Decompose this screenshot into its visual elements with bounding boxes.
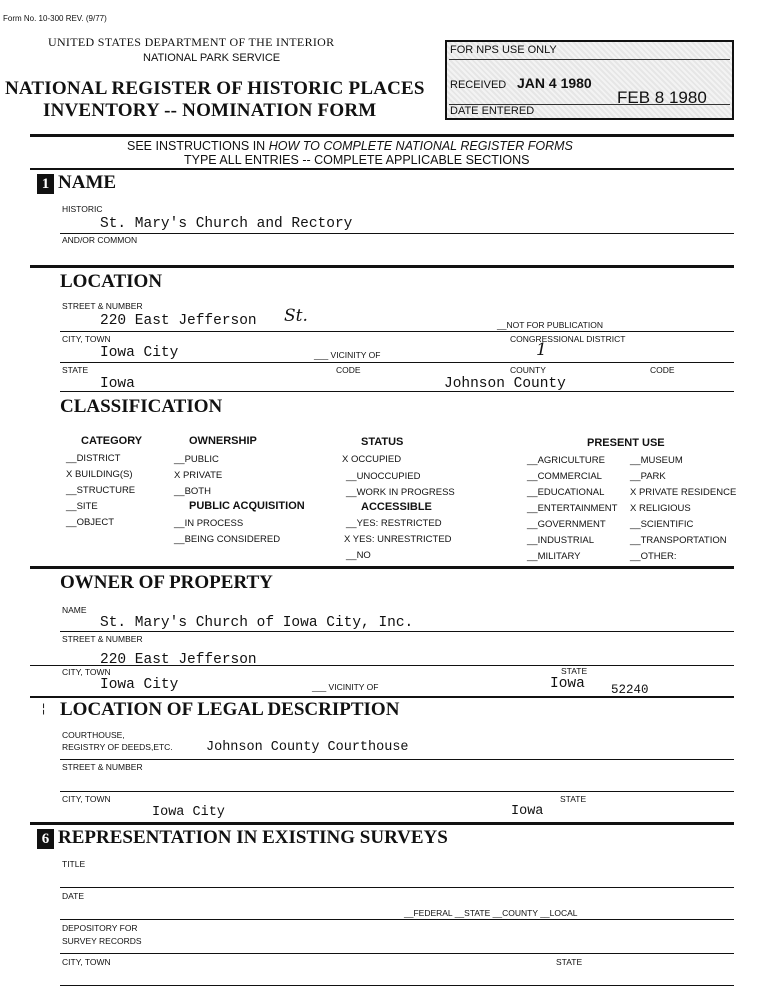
field-line	[60, 919, 734, 920]
use-scientific[interactable]: __SCIENTIFIC	[630, 519, 694, 530]
survey-levels[interactable]: __FEDERAL __STATE __COUNTY __LOCAL	[404, 908, 578, 918]
section-5-title: LOCATION OF LEGAL DESCRIPTION	[60, 699, 400, 720]
owner-vicinity-of[interactable]: ___ VICINITY OF	[312, 682, 379, 692]
owner-name-label: NAME	[62, 605, 87, 615]
accessible-unrestricted[interactable]: X YES: UNRESTRICTED	[344, 534, 452, 545]
agency-line-2: NATIONAL PARK SERVICE	[143, 52, 281, 64]
field-line	[60, 887, 734, 888]
street-number-field[interactable]: 220 East Jefferson	[100, 313, 257, 329]
owner-street-field[interactable]: 220 East Jefferson	[100, 652, 257, 668]
form-title-line-2: INVENTORY -- NOMINATION FORM	[43, 100, 377, 121]
use-other[interactable]: __OTHER:	[630, 551, 677, 562]
use-park[interactable]: __PARK	[630, 471, 666, 482]
received-label: RECEIVED	[450, 79, 507, 91]
accessible-restricted[interactable]: __YES: RESTRICTED	[346, 518, 442, 529]
county-field[interactable]: Johnson County	[444, 376, 566, 392]
common-name-label: AND/OR COMMON	[62, 235, 138, 245]
public-acquisition-header: PUBLIC ACQUISITION	[189, 500, 305, 512]
section-6-title: 6 REPRESENTATION IN EXISTING SURVEYS	[37, 827, 448, 849]
use-educational[interactable]: __EDUCATIONAL	[527, 487, 605, 498]
divider	[30, 696, 734, 698]
legal-city-label: CITY, TOWN	[62, 794, 111, 804]
owner-city-label: CITY, TOWN	[62, 667, 111, 677]
field-line	[60, 362, 734, 363]
margin-mark: ¦	[42, 701, 46, 715]
received-stamp: JAN 4 1980	[517, 75, 592, 91]
status-occupied[interactable]: X OCCUPIED	[342, 454, 402, 465]
divider	[30, 134, 734, 137]
not-for-publication[interactable]: __NOT FOR PUBLICATION	[497, 320, 603, 330]
category-buildings[interactable]: X BUILDING(S)	[66, 469, 133, 480]
state-label: STATE	[62, 365, 89, 375]
survey-title-label: TITLE	[62, 859, 86, 869]
use-transportation[interactable]: __TRANSPORTATION	[630, 535, 727, 546]
owner-state-label: STATE	[561, 666, 588, 676]
legal-state-label: STATE	[560, 794, 587, 804]
survey-state-label: STATE	[556, 957, 583, 967]
field-line	[60, 953, 734, 954]
divider	[30, 168, 734, 170]
field-line	[60, 631, 734, 632]
owner-street-label: STREET & NUMBER	[62, 634, 143, 644]
category-district[interactable]: __DISTRICT	[66, 453, 121, 464]
field-line	[30, 665, 734, 666]
use-museum[interactable]: __MUSEUM	[630, 455, 683, 466]
entered-stamp: FEB 8 1980	[617, 88, 707, 107]
ownership-both[interactable]: __BOTH	[174, 486, 211, 497]
code-label-2: CODE	[650, 365, 675, 375]
courthouse-label-1: COURTHOUSE,	[62, 730, 125, 740]
legal-street-label: STREET & NUMBER	[62, 762, 143, 772]
state-field[interactable]: Iowa	[100, 376, 135, 392]
section-number: 1	[37, 174, 54, 194]
legal-city-field[interactable]: Iowa City	[152, 805, 225, 820]
survey-city-label: CITY, TOWN	[62, 957, 111, 967]
historic-label: HISTORIC	[62, 204, 103, 214]
section-4-title: OWNER OF PROPERTY	[60, 572, 273, 593]
city-town-label: CITY, TOWN	[62, 334, 111, 344]
field-line	[60, 759, 734, 760]
divider	[30, 822, 734, 825]
category-site[interactable]: __SITE	[66, 501, 98, 512]
instructions-line-1: SEE INSTRUCTIONS IN HOW TO COMPLETE NATIONAL REGISTER FORMS	[127, 139, 573, 153]
legal-state-field[interactable]: Iowa	[511, 804, 544, 819]
survey-date-label: DATE	[62, 891, 85, 901]
handwritten-street: St.	[284, 306, 308, 326]
present-use-header: PRESENT USE	[587, 437, 665, 449]
field-line	[60, 791, 734, 792]
owner-city-field[interactable]: Iowa City	[100, 677, 179, 693]
divider	[30, 566, 734, 569]
congressional-district-label: CONGRESSIONAL DISTRICT	[510, 334, 626, 344]
use-religious[interactable]: X RELIGIOUS	[630, 503, 691, 514]
ownership-private[interactable]: X PRIVATE	[174, 470, 223, 481]
field-line	[60, 391, 734, 392]
use-commercial[interactable]: __COMMERCIAL	[527, 471, 602, 482]
use-entertainment[interactable]: __ENTERTAINMENT	[527, 503, 618, 514]
accessible-header: ACCESSIBLE	[361, 501, 432, 513]
status-unoccupied[interactable]: __UNOCCUPIED	[346, 471, 421, 482]
form-number: Form No. 10-300 REV. (9/77)	[3, 14, 107, 23]
street-number-label: STREET & NUMBER	[62, 301, 143, 311]
section-2-title: LOCATION	[60, 271, 163, 292]
section-3-title: CLASSIFICATION	[60, 396, 223, 417]
use-military[interactable]: __MILITARY	[527, 551, 581, 562]
instructions-line-2: TYPE ALL ENTRIES -- COMPLETE APPLICABLE SECTIONS	[184, 153, 530, 167]
field-line	[60, 233, 734, 234]
courthouse-label-2: REGISTRY OF DEEDS,ETC.	[62, 742, 173, 752]
use-agriculture[interactable]: __AGRICULTURE	[527, 455, 605, 466]
nps-use-box	[445, 40, 734, 120]
use-private-residence[interactable]: X PRIVATE RESIDENCE	[630, 487, 737, 498]
category-header: CATEGORY	[81, 435, 143, 447]
owner-state-field[interactable]: Iowa	[550, 676, 585, 692]
category-structure[interactable]: __STRUCTURE	[66, 485, 136, 496]
acquisition-in-process[interactable]: __IN PROCESS	[174, 518, 244, 529]
divider	[30, 265, 734, 268]
ownership-header: OWNERSHIP	[189, 435, 257, 447]
status-header: STATUS	[361, 436, 404, 448]
nps-box-heading: FOR NPS USE ONLY	[450, 44, 557, 56]
courthouse-field[interactable]: Johnson County Courthouse	[206, 740, 409, 755]
accessible-no[interactable]: __NO	[346, 550, 371, 561]
date-entered-label: DATE ENTERED	[450, 105, 535, 117]
depository-label-2: SURVEY RECORDS	[62, 936, 142, 946]
acquisition-being-considered[interactable]: __BEING CONSIDERED	[174, 534, 281, 545]
county-label: COUNTY	[510, 365, 546, 375]
ownership-public[interactable]: __PUBLIC	[174, 454, 219, 465]
city-town-field[interactable]: Iowa City	[100, 345, 179, 361]
congressional-district-field[interactable]: 1	[536, 340, 547, 360]
status-work-in-progress[interactable]: __WORK IN PROGRESS	[346, 487, 455, 498]
vicinity-of[interactable]: ___ VICINITY OF	[314, 350, 381, 360]
code-label: CODE	[336, 365, 361, 375]
form-title-line-1: NATIONAL REGISTER OF HISTORIC PLACES	[5, 78, 425, 99]
use-government[interactable]: __GOVERNMENT	[527, 519, 606, 530]
section-number: 6	[37, 829, 54, 849]
historic-name-field[interactable]: St. Mary's Church and Rectory	[100, 216, 353, 232]
owner-zip-field[interactable]: 52240	[611, 683, 649, 697]
category-object[interactable]: __OBJECT	[66, 517, 115, 528]
agency-line-1: UNITED STATES DEPARTMENT OF THE INTERIOR	[48, 35, 335, 49]
field-line	[60, 331, 734, 332]
section-1-title: 1 NAME	[37, 172, 116, 194]
use-industrial[interactable]: __INDUSTRIAL	[527, 535, 595, 546]
owner-name-field[interactable]: St. Mary's Church of Iowa City, Inc.	[100, 615, 414, 631]
depository-label-1: DEPOSITORY FOR	[62, 923, 138, 933]
field-line	[60, 985, 734, 986]
